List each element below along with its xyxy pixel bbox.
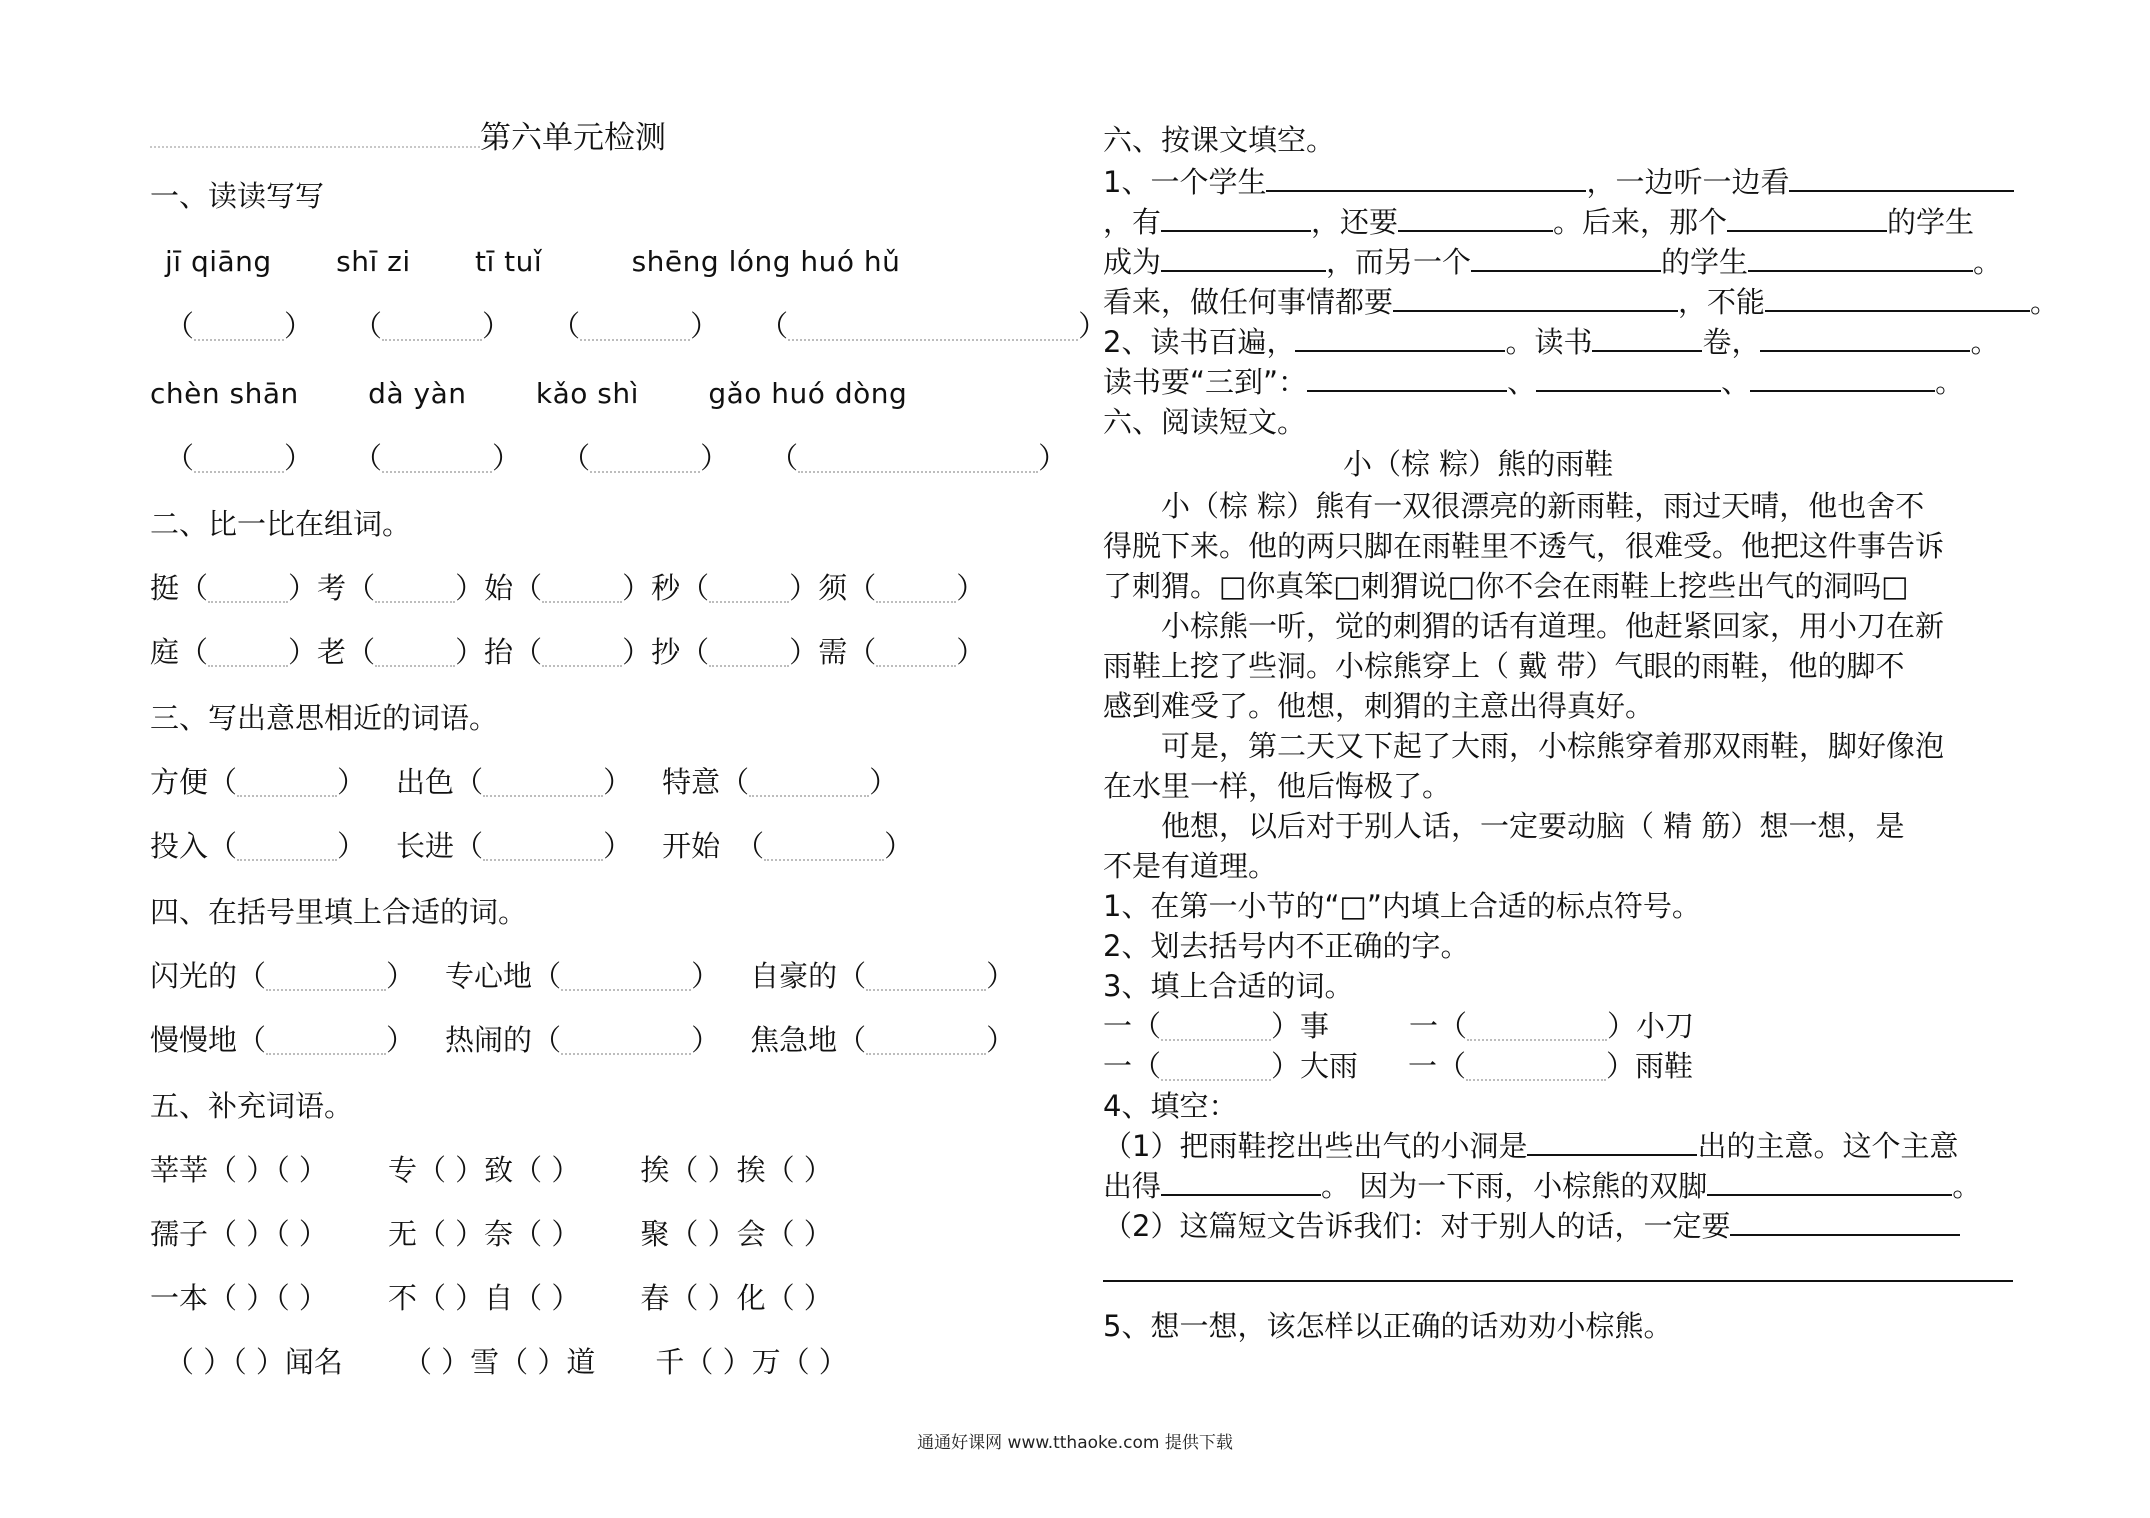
s2-heading: 二、比一比在组词。 bbox=[150, 507, 412, 541]
s6-line-2 bbox=[1103, 202, 1974, 242]
pinyin-item: jī qiāng bbox=[165, 245, 272, 278]
story-title: 小（棕 粽）熊的雨鞋 bbox=[1343, 447, 1614, 481]
s4-row-2: 慢慢地（ ） 热闹的（ ） 焦急地（ ） bbox=[150, 1023, 1016, 1057]
idiom: （ ）雪（ ）道 bbox=[402, 1345, 596, 1379]
text: 、 bbox=[1721, 365, 1751, 399]
q4-line-3 bbox=[1103, 1206, 1960, 1246]
char: 须 bbox=[818, 571, 848, 605]
idiom: （ ）（ ）闻名 bbox=[165, 1345, 343, 1379]
idiom: 莘莘（ ）（ ） bbox=[150, 1153, 328, 1187]
pinyin-item: dà yàn bbox=[368, 377, 467, 410]
s6-line-1 bbox=[1103, 162, 2014, 202]
title-row bbox=[150, 118, 666, 158]
s5-heading: 五、补充词语。 bbox=[150, 1089, 354, 1123]
text: 。 bbox=[1973, 245, 2003, 279]
idiom: 一本（ ）（ ） bbox=[150, 1281, 328, 1315]
text: 一（ bbox=[1103, 1009, 1162, 1043]
text: 。 bbox=[1970, 325, 2000, 359]
para-1a: 小（棕 粽）熊有一双很漂亮的新雨鞋，雨过天晴，他也舍不 bbox=[1161, 489, 1925, 523]
idiom: 不（ ）自（ ） bbox=[387, 1281, 581, 1315]
idiom: 聚（ ）会（ ） bbox=[640, 1217, 833, 1251]
word: 开始 bbox=[662, 829, 721, 863]
text: 一（ bbox=[1103, 1049, 1162, 1083]
s5-row-2 bbox=[150, 1214, 833, 1254]
text: 。 bbox=[1952, 1169, 1982, 1203]
para-4a: 他想，以后对于别人话，一定要动脑（ 精 筋）想一想，是 bbox=[1161, 809, 1905, 843]
idiom: 春（ ）化（ ） bbox=[640, 1281, 833, 1315]
pinyin-item: chèn shān bbox=[150, 377, 299, 410]
pinyin-item: kǎo shì bbox=[535, 377, 639, 410]
s6-line-3 bbox=[1103, 242, 2002, 282]
text: ，而另一个 bbox=[1326, 245, 1472, 279]
text: （2）这篇短文告诉我们：对于别人的话，一定要 bbox=[1103, 1209, 1731, 1243]
text: 。读书 bbox=[1505, 325, 1593, 359]
word: 专心地 bbox=[445, 959, 533, 993]
para-2a: 小棕熊一听，觉的刺猬的话有道理。他赶紧回家，用小刀在新 bbox=[1161, 609, 1945, 643]
s5-row-4 bbox=[165, 1342, 848, 1382]
s5-row-3 bbox=[150, 1278, 833, 1318]
text: 。 因为一下雨，小棕熊的双脚 bbox=[1321, 1169, 1708, 1203]
s3-heading: 三、写出意思相近的词语。 bbox=[150, 701, 499, 735]
word: 投入 bbox=[150, 829, 209, 863]
text: 的学生 bbox=[1887, 205, 1975, 239]
question-4: 4、填空： bbox=[1103, 1089, 1238, 1123]
s2-row-2: 庭（ ）老（ ）抬（ ）抄（ ）需（ ） bbox=[150, 635, 986, 669]
q3-row-2 bbox=[1103, 1046, 1693, 1086]
text: 1、一个学生 bbox=[1103, 165, 1267, 199]
text: ，一边听一边看 bbox=[1586, 165, 1790, 199]
s7-heading: 六、阅读短文。 bbox=[1103, 405, 1307, 439]
char: 老 bbox=[317, 635, 347, 669]
para-1c: 了刺猬。□你真笨□刺猬说□你不会在雨鞋上挖些出气的洞吗□ bbox=[1103, 569, 1909, 603]
word: 特意 bbox=[662, 765, 721, 799]
text: ，不能 bbox=[1678, 285, 1766, 319]
char: 挺 bbox=[150, 571, 180, 605]
char: 秒 bbox=[651, 571, 681, 605]
q4-answer-line bbox=[1103, 1252, 2013, 1292]
blank-row-1: （ ） （ ） （ ） （ ） bbox=[165, 309, 1108, 343]
text: ）雨鞋 bbox=[1606, 1049, 1694, 1083]
text: （1）把雨鞋挖出些出气的小洞是 bbox=[1103, 1129, 1528, 1163]
s6-line-5 bbox=[1103, 322, 2000, 362]
text: 、 bbox=[1507, 365, 1537, 399]
s4-row-1: 闪光的（ ） 专心地（ ） 自豪的（ ） bbox=[150, 959, 1016, 993]
char: 始 bbox=[484, 571, 514, 605]
question-2: 2、划去括号内不正确的字。 bbox=[1103, 929, 1470, 963]
para-3a: 可是，第二天又下起了大雨，小棕熊穿着那双雨鞋，脚好像泡 bbox=[1161, 729, 1945, 763]
text: 的学生 bbox=[1661, 245, 1749, 279]
para-2b: 雨鞋上挖了些洞。小棕熊穿上（ 戴 带）气眼的雨鞋，他的脚不 bbox=[1103, 649, 1905, 683]
word: 长进 bbox=[396, 829, 455, 863]
text: 一（ bbox=[1408, 1049, 1467, 1083]
blank-row-2: （ ） （ ） （ ） （ ） bbox=[165, 441, 1068, 475]
idiom: 专（ ）致（ ） bbox=[387, 1153, 581, 1187]
q3-row-1 bbox=[1103, 1006, 1694, 1046]
char: 庭 bbox=[150, 635, 180, 669]
s1-heading: 一、读读写写 bbox=[150, 179, 325, 213]
s3-row-1: 方便（ ） 出色（ ） 特意（ ） bbox=[150, 765, 899, 799]
text: 2、读书百遍， bbox=[1103, 325, 1296, 359]
para-2c: 感到难受了。他想，刺猬的主意出得真好。 bbox=[1103, 689, 1655, 723]
s6-heading: 六、按课文填空。 bbox=[1103, 123, 1336, 157]
idiom: 孺子（ ）（ ） bbox=[150, 1217, 328, 1251]
word: 方便 bbox=[150, 765, 209, 799]
pinyin-item: gǎo huó dòng bbox=[708, 377, 908, 410]
question-3: 3、填上合适的词。 bbox=[1103, 969, 1354, 1003]
question-1: 1、在第一小节的“□”内填上合适的标点符号。 bbox=[1103, 889, 1701, 923]
text: 读书要“三到”： bbox=[1103, 365, 1308, 399]
word: 出色 bbox=[396, 765, 455, 799]
para-3b: 在水里一样，他后悔极了。 bbox=[1103, 769, 1452, 803]
char: 抄 bbox=[651, 635, 681, 669]
text: 出的主意。这个主意 bbox=[1697, 1129, 1959, 1163]
pinyin-item: shī zi bbox=[336, 245, 411, 278]
idiom: 挨（ ）挨（ ） bbox=[640, 1153, 833, 1187]
s6-line-4 bbox=[1103, 282, 2059, 322]
char: 考 bbox=[317, 571, 347, 605]
pinyin-item: shēng lóng huó hǔ bbox=[631, 245, 901, 278]
q4-line-2 bbox=[1103, 1166, 1981, 1206]
s6-line-6 bbox=[1103, 362, 1964, 402]
word: 自豪的 bbox=[750, 959, 838, 993]
char: 需 bbox=[818, 635, 848, 669]
idiom: 千（ ）万（ ） bbox=[655, 1345, 848, 1379]
pinyin-item: tī tuǐ bbox=[475, 245, 543, 278]
word: 慢慢地 bbox=[150, 1023, 238, 1057]
s5-row-1 bbox=[150, 1150, 833, 1190]
word: 闪光的 bbox=[150, 959, 238, 993]
pinyin-row-2 bbox=[150, 374, 907, 414]
text: ）事 bbox=[1271, 1009, 1330, 1043]
footer-credit: 通通好课网 www.tthaoke.com 提供下载 bbox=[917, 1433, 1233, 1453]
text: ，有 bbox=[1103, 205, 1162, 239]
question-5: 5、想一想，该怎样以正确的话劝劝小棕熊。 bbox=[1103, 1309, 1673, 1343]
word: 热闹的 bbox=[445, 1023, 533, 1057]
text: ）小刀 bbox=[1607, 1009, 1695, 1043]
text: 。 bbox=[1935, 365, 1965, 399]
q4-line-1 bbox=[1103, 1126, 1958, 1166]
text: 。 bbox=[2030, 285, 2060, 319]
idiom: 无（ ）奈（ ） bbox=[387, 1217, 581, 1251]
s2-row-1: 挺（ ）考（ ）始（ ）秒（ ）须（ ） bbox=[150, 571, 986, 605]
para-1b: 得脱下来。他的两只脚在雨鞋里不透气，很难受。他把这件事告诉 bbox=[1103, 529, 1945, 563]
text: 卷， bbox=[1702, 325, 1761, 359]
page-title: 第六单元检测 bbox=[480, 120, 666, 156]
text: ，还要 bbox=[1311, 205, 1399, 239]
text: 成为 bbox=[1103, 245, 1162, 279]
text: 出得 bbox=[1103, 1169, 1162, 1203]
para-4b: 不是有道理。 bbox=[1103, 849, 1278, 883]
word: 焦急地 bbox=[750, 1023, 838, 1057]
text: 一（ bbox=[1409, 1009, 1468, 1043]
pinyin-row-1 bbox=[165, 242, 900, 282]
s4-heading: 四、在括号里填上合适的词。 bbox=[150, 895, 528, 929]
text: 看来，做任何事情都要 bbox=[1103, 285, 1394, 319]
char: 抬 bbox=[484, 635, 514, 669]
s3-row-2: 投入（ ） 长进（ ） 开始 （ ） bbox=[150, 829, 914, 863]
text: ）大雨 bbox=[1271, 1049, 1359, 1083]
text: 。后来，那个 bbox=[1553, 205, 1728, 239]
